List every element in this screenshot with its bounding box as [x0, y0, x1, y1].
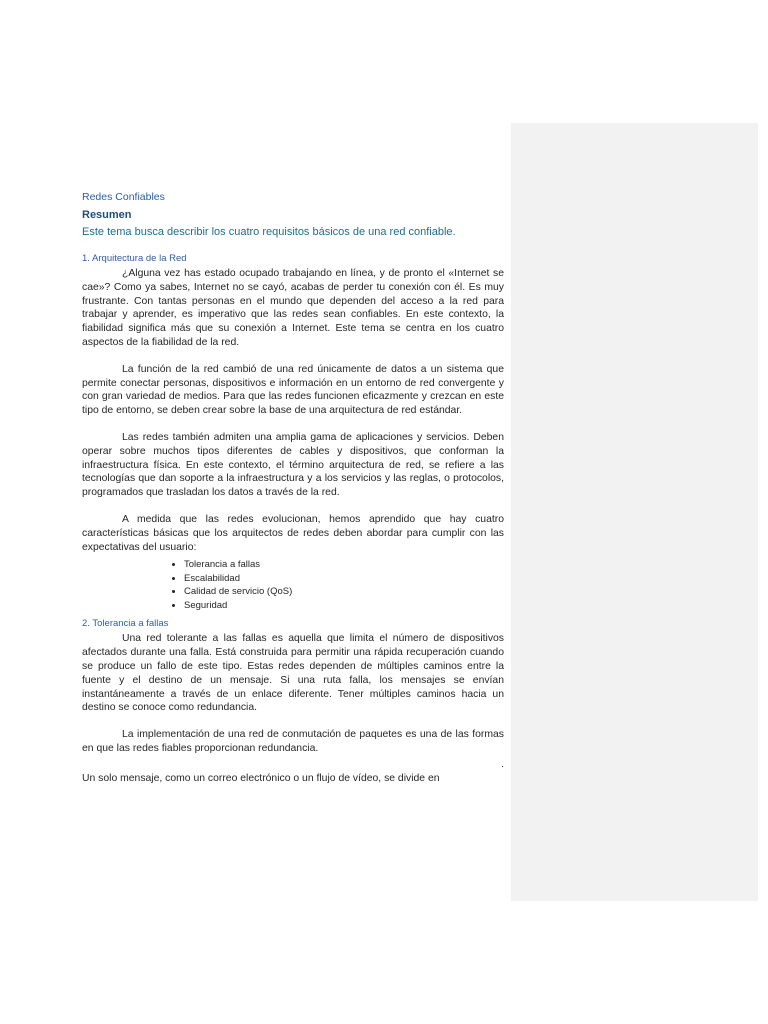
list-item: • Seguridad	[184, 599, 504, 613]
stray-mark: .	[501, 758, 504, 770]
list-item: • Escalabilidad	[184, 572, 504, 586]
section-heading-fault-tolerance: 2. Tolerancia a fallas	[82, 618, 169, 630]
paragraph: Una red tolerante a las fallas es aquella que limita el número de dispositivos afectados durante una falla. Está construida para permitir una rápida recuperación cuando se produce un fallo de este tipo. Estas redes dependen de múltiples caminos entre la fuente y el destino de un mensaje. Si una ruta falla, los mensajes se envían instantáneamente a través de un enlace diferente. Tener múltiples caminos hacia un destino se conoce como redundancia.	[82, 633, 504, 714]
paragraph: La función de la red cambió de una red únicamente de datos a un sistema que permite conectar personas, dispositivos e información en un entorno de red convergente y con gran variedad de medios. Para que las redes funcionen eficazmente y crezcan en este tipo de entorno, se deben crear sobre la base de una arquitectura de red estándar.	[82, 363, 504, 417]
paragraph-truncated: Un solo mensaje, como un correo electrónico o un flujo de vídeo, se divide en	[82, 772, 440, 784]
document-page	[82, 190, 504, 799]
section-heading-architecture: 1. Arquitectura de la Red	[82, 253, 187, 264]
paragraph: Las redes también admiten una amplia gama de aplicaciones y servicios. Deben operar sobre muchos tipos diferentes de cables y dispositivos, que conforman la infraestructura física. En este contexto, el término arquitectura de red, se refiere a las tecnologías que dan soporte a la infraestructura y a los servicios y las reglas, o protocolos, programados que trasladan los datos a través de la red.	[82, 431, 504, 499]
abstract-text: Este tema busca describir los cuatro requisitos básicos de una red confiable.	[82, 226, 456, 238]
requirements-list	[82, 558, 504, 612]
list-item: • Calidad de servicio (QoS)	[184, 585, 504, 599]
document-title: Redes Confiables	[82, 191, 165, 203]
list-item: • Tolerancia a fallas	[184, 558, 504, 572]
comment-pane	[511, 123, 758, 901]
paragraph: ¿Alguna vez has estado ocupado trabajando en línea, y de pronto el «Internet se cae»? Como ya sabes, Internet no se cayó, acabas de perder tu conexión con él. Es muy frustrante. Con tantas personas en el mundo que dependen del acceso a la red para trabajar y aprender, es imperativo que las redes sean confiables. En este contexto, la fiabilidad significa más que su conexión a Internet. Este tema se centra en los cuatro aspectos de la fiabilidad de la red.	[82, 268, 504, 348]
paragraph: La implementación de una red de conmutación de paquetes es una de las formas en que las redes fiables proporcionan redundancia.	[82, 729, 504, 754]
abstract-heading: Resumen	[82, 209, 132, 221]
paragraph: A medida que las redes evolucionan, hemos aprendido que hay cuatro características básicas que los arquitectos de redes deben abordar para cumplir con las expectativas del usuario:	[82, 513, 504, 553]
